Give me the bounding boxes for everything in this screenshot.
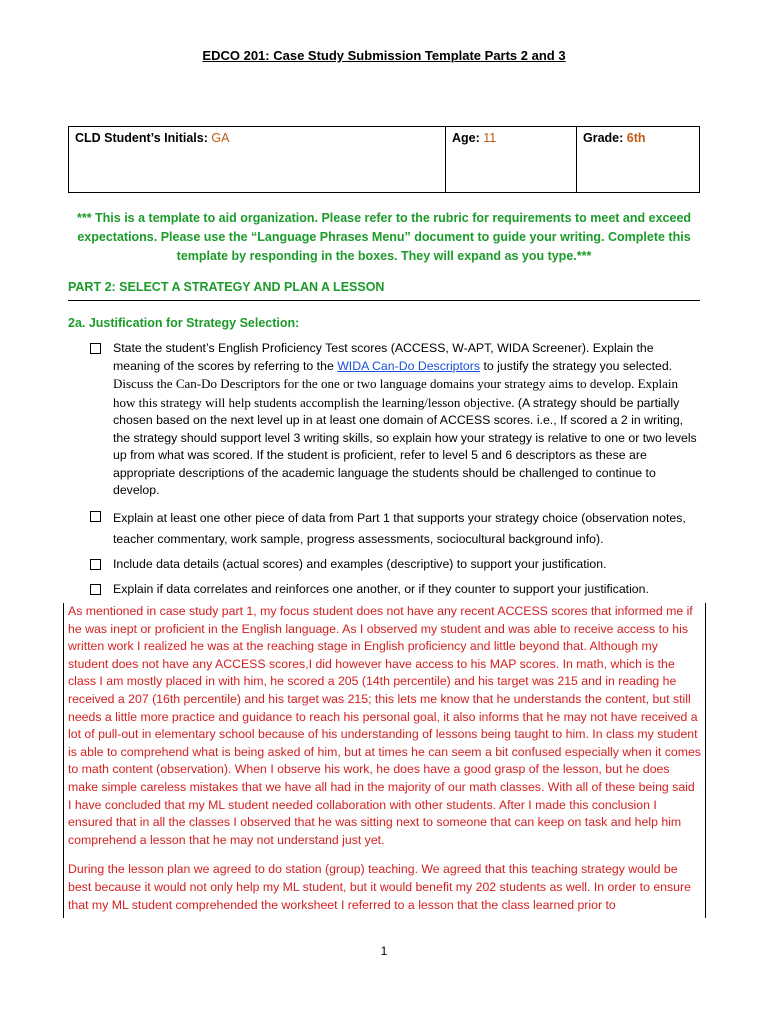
checkbox-icon[interactable] [90,343,101,354]
template-instructions: *** This is a template to aid organization. Please refer to the rubric for requirements to meet and exceed expectations. Please use the “Language Phrases Menu” document to guide your writing. Complete this template by responding in the boxes. They will expand as you type.*** [76,211,692,263]
checklist-item-3: Include data details (actual scores) and examples (descriptive) to support your justification. [90,556,700,574]
checklist-item-1: State the student’s English Proficiency Test scores (ACCESS, W-APT, WIDA Screener). Explain the meaning of the scores by referring to the WIDA Can-Do Descriptors to justify the strategy you selected. Discuss the Can-Do Descriptors for the one or two language domains your strategy aims to develop. Explain how this strategy will help students accomplish the learning/lesson objective. (A strategy should be partially chosen based on the next level up in at least one domain of ACCESS scores. i.e., If scored a 2 in writing, the strategy should support level 3 writing skills, so explain how your strategy is relative to one or two levels up from what was scored. If the student is proficient, refer to level 5 and 6 descriptors as these are appropriate descriptions of the academic language the students should be challenged to continue to develop. [90,340,700,500]
checklist-item-2: Explain at least one other piece of data from Part 1 that supports your strategy choice (observation notes, teacher commentary, work sample, progress assessments, sociocultural background info). [90,508,700,550]
initials-cell [69,127,446,193]
grade-cell [577,127,700,193]
grade-value: 6th [626,131,646,145]
response-paragraph: During the lesson plan we agreed to do station (group) teaching. We agreed that this teaching strategy would be best because it would not only help my ML student, but it would benefit my 202 students as well. In order to ensure that my ML student comprehended the worksheet I referred to a lesson that the class learned prior to [68,862,691,912]
initials-value: GA [211,131,230,145]
age-label: Age: [452,131,480,145]
checkbox-icon[interactable] [90,559,101,570]
checkbox-icon[interactable] [90,584,101,595]
wida-descriptors-link[interactable]: WIDA Can-Do Descriptors [337,358,481,373]
student-info-table [68,126,700,193]
response-paragraph: As mentioned in case study part 1, my focus student does not have any recent ACCESS scores that informed me if he was inept or proficient in the English language. As I observed my student and was able to receive access to his written work I realized he was at the reaching stage in English proficiency and little beyond that. Although my student does not have any ACCESS scores,I did however have access to his MAP scores. In math, which is the class I am mostly placed in with him, he scored a 205 (14th percentile) and his target was 215 and in reading he received a 207 (16th percentile) and his target was 215; this lets me know that he understands the content, but still needs a little more practice and guidance to reach his personal goal, it also informs that he may not have received a lot of pull-out in elementary school because of his understanding of lessons being taught to him. In class my student is able to comprehend what is being asked of him, but at times he can seem a bit confused especially when it comes to math content (observation). When I observe his work, he does have a good grasp of the lesson, but he does make simple careless mistakes that we have all had in the majority of our math classes. With all of these being said I have concluded that my ML student needed collaboration with other students. After I made this conclusion I ensured that in all the classes I observed that he was sitting next to someone that can keep on task and help him comprehend a lesson that he may not understand just yet. [68,604,701,847]
grade-label: Grade: [583,131,624,145]
page-number: 1 [380,944,388,958]
checklist-item-4: Explain if data correlates and reinforces one another, or if they counter to support your justification. [90,581,700,599]
response-box[interactable] [63,603,706,918]
age-value: 11 [483,131,497,145]
initials-label: CLD Student’s Initials: [75,131,208,145]
section-2a-heading: 2a. Justification for Strategy Selection: [68,316,300,330]
part2-heading: PART 2: SELECT A STRATEGY AND PLAN A LESSON [68,280,700,301]
document-title: EDCO 201: Case Study Submission Template Parts 2 and 3 [202,48,566,63]
requirements-checklist [90,340,700,599]
age-cell [446,127,577,193]
checkbox-icon[interactable] [90,511,101,522]
